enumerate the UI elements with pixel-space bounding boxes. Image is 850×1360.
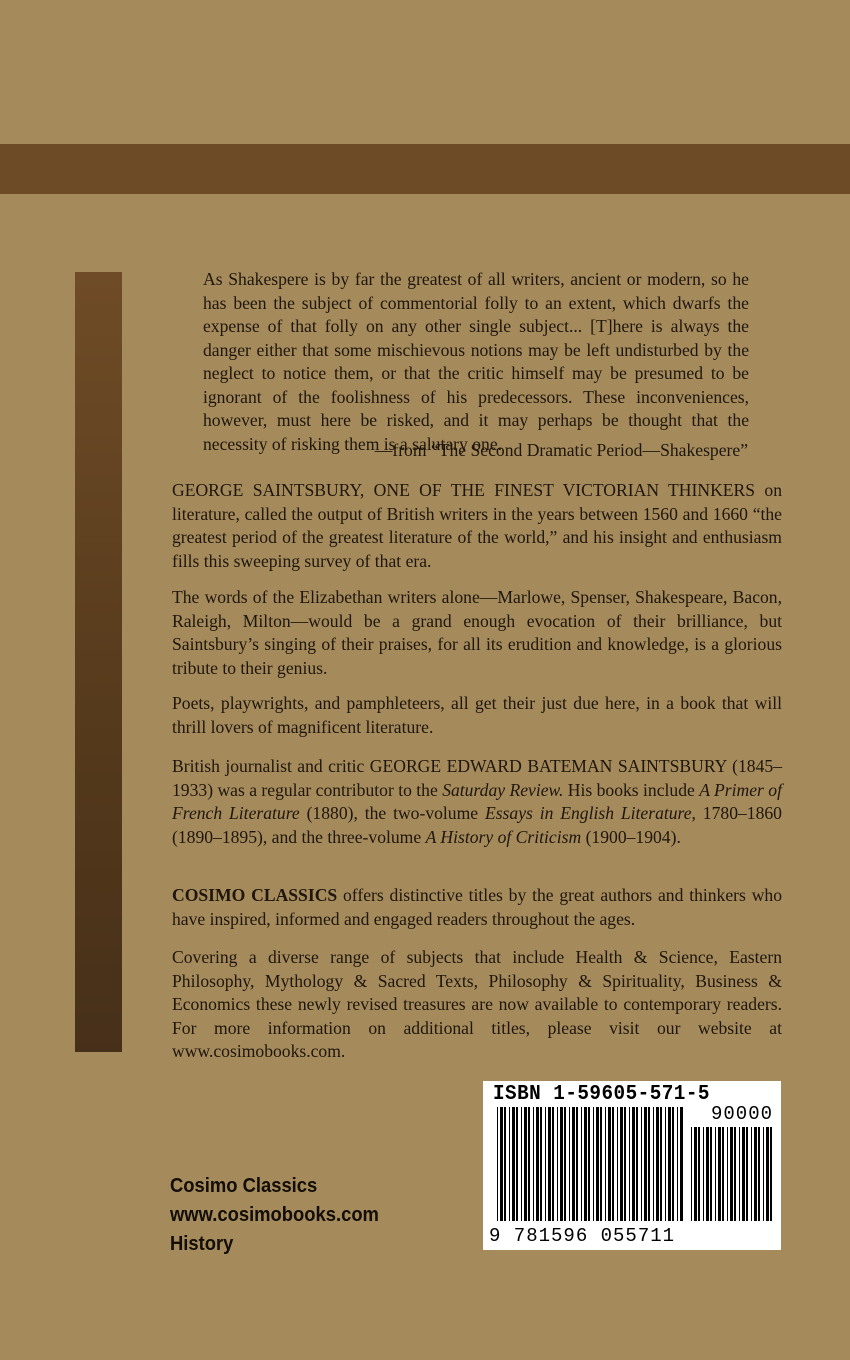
barcode-bar xyxy=(497,1107,498,1221)
bio-title-saturday-review: Saturday Review. xyxy=(442,779,564,800)
barcode-bar xyxy=(612,1107,614,1221)
publisher-name: Cosimo Classics xyxy=(170,1175,318,1197)
barcode-bar xyxy=(540,1107,542,1221)
barcode-bar xyxy=(560,1107,563,1221)
author-bio-paragraph xyxy=(172,755,782,849)
barcode-bar xyxy=(629,1107,630,1221)
barcode-bar xyxy=(718,1127,721,1221)
barcode-bar xyxy=(636,1107,638,1221)
description-paragraph-2: The words of the Elizabethan writers alone—Marlowe, Spenser, Shakespeare, Bacon, Raleigh, Milton—would be a grand enough evocation of their brilliance, but Saintsbury’s singing of their praises, for all its erudition and knowledge, is a glorious tribute to their genius. xyxy=(172,587,782,678)
barcode-bar xyxy=(680,1107,683,1221)
bio-text-d: 1780–1860 (1890–1895), and the three-volume xyxy=(172,803,782,847)
barcode-bar xyxy=(557,1107,558,1221)
barcode-bar xyxy=(584,1107,587,1221)
bio-text-a: British journalist and critic GEORGE EDWARD BATEMAN SAINTSBURY (1845–1933) was a regular contributor to the xyxy=(172,756,782,800)
barcode-bar xyxy=(730,1127,733,1221)
isbn-barcode xyxy=(483,1081,781,1250)
barcode-bar xyxy=(572,1107,575,1221)
barcode-bar xyxy=(552,1107,554,1221)
barcode-bar xyxy=(620,1107,623,1221)
barcode-bar xyxy=(641,1107,642,1221)
ean-digits: 9 781596 055711 xyxy=(489,1225,676,1247)
barcode-bar xyxy=(536,1107,539,1221)
barcode-bar xyxy=(512,1107,515,1221)
description-paragraph-1 xyxy=(172,479,782,573)
lead-in-caps: GEORGE SAINTSBURY, ONE OF THE FINEST VICTORIAN THINKERS xyxy=(172,480,756,500)
barcode-bar xyxy=(516,1107,518,1221)
barcode-bar xyxy=(727,1127,728,1221)
barcode-bar xyxy=(751,1127,752,1221)
isbn-label: ISBN 1-59605-571-5 xyxy=(493,1083,710,1106)
barcode-bar xyxy=(698,1127,700,1221)
quote-attribution: —from “The Second Dramatic Period—Shakespere” xyxy=(374,440,748,460)
barcode-bar xyxy=(581,1107,582,1221)
barcode-bar xyxy=(608,1107,611,1221)
barcode-bar xyxy=(691,1127,692,1221)
barcode-bar xyxy=(648,1107,650,1221)
publisher-website: www.cosimobooks.com xyxy=(170,1204,379,1226)
barcode-bar xyxy=(509,1107,510,1221)
barcode-bar xyxy=(703,1127,704,1221)
barcode-bar xyxy=(632,1107,635,1221)
barcode-bar xyxy=(545,1107,546,1221)
barcode-bar xyxy=(656,1107,659,1221)
barcode-bar xyxy=(504,1107,506,1221)
barcode-bar xyxy=(593,1107,594,1221)
bio-title-essays: Essays in English Literature, xyxy=(484,803,696,823)
epigraph-quote: As Shakespere is by far the greatest of all writers, ancient or modern, so he has been the subject of commentorial folly to an extent, which dwarfs the expense of that folly on any other single subject... [T]here is always the danger either that some mischievous notions may be left undisturbed by the neglect to notice them, or that the critic himself may be presumed to be ignorant of the foolishness of his predecessors. These inconveniences, however, must here be risked, and it may perhaps be thought that the necessity of risking them is a salutary one. xyxy=(203,269,749,454)
barcode-bar xyxy=(600,1107,602,1221)
barcode-bar xyxy=(500,1107,503,1221)
barcode-bar xyxy=(653,1107,654,1221)
barcode-bar xyxy=(766,1127,769,1221)
barcode-bar xyxy=(521,1107,522,1221)
barcode-bar xyxy=(754,1127,757,1221)
barcode-bar xyxy=(644,1107,647,1221)
barcode-bar xyxy=(624,1107,626,1221)
barcode-bar xyxy=(734,1127,736,1221)
barcode-bar xyxy=(758,1127,760,1221)
barcode-bar xyxy=(668,1107,671,1221)
barcode-bar xyxy=(763,1127,764,1221)
barcode-bar xyxy=(710,1127,712,1221)
cosimo-classics-label: COSIMO CLASSICS xyxy=(172,885,338,905)
barcode-bar xyxy=(665,1107,666,1221)
barcode-bar xyxy=(694,1127,697,1221)
bio-text-b: His books include xyxy=(563,779,700,800)
barcode-bar xyxy=(548,1107,551,1221)
barcode-bar xyxy=(576,1107,578,1221)
barcode-bar xyxy=(677,1107,678,1221)
barcode-bar xyxy=(533,1107,534,1221)
ean-barcode-bars xyxy=(497,1107,687,1221)
addon-barcode-bars xyxy=(691,1127,775,1221)
bio-text-e: (1900–1904). xyxy=(581,826,681,847)
barcode-bar xyxy=(528,1107,530,1221)
barcode-bar xyxy=(660,1107,662,1221)
barcode-bar xyxy=(746,1127,748,1221)
barcode-bar xyxy=(569,1107,570,1221)
subjects-paragraph: Covering a diverse range of subjects that include Health & Science, Eastern Philosophy, Mythology & Sacred Texts, Philosophy & Spirituality, Business & Economics these newly revised treasures are now available to contemporary readers. For more information on additional titles, please visit our website at www.cosimobooks.com. xyxy=(172,947,782,1061)
description-paragraph-3: Poets, playwrights, and pamphleteers, all get their just due here, in a book that will thrill lovers of magnificent literature. xyxy=(172,693,782,737)
top-decorative-band xyxy=(0,144,850,194)
cosimo-classics-paragraph xyxy=(172,884,782,931)
barcode-bar xyxy=(739,1127,740,1221)
bio-title-history-criticism: A History of Criticism xyxy=(425,826,582,847)
barcode-bar xyxy=(564,1107,566,1221)
barcode-bar xyxy=(588,1107,590,1221)
barcode-bar xyxy=(742,1127,745,1221)
footer-info xyxy=(170,1172,379,1259)
barcode-bar xyxy=(617,1107,618,1221)
barcode-bar xyxy=(770,1127,772,1221)
barcode-bar xyxy=(722,1127,724,1221)
barcode-bar xyxy=(672,1107,674,1221)
barcode-bar xyxy=(596,1107,599,1221)
barcode-bar xyxy=(706,1127,709,1221)
cosimo-classics-text: offers distinctive titles by the great authors and thinkers who have inspired, informed and engaged readers throughout the ages. xyxy=(172,885,782,929)
price-code: 90000 xyxy=(710,1103,773,1125)
bio-title-primer: A Primer of French Literature xyxy=(172,779,782,823)
barcode-bar xyxy=(605,1107,606,1221)
side-decorative-bar xyxy=(75,272,122,1052)
barcode-bar xyxy=(524,1107,527,1221)
bio-text-c: (1880), the two-volume xyxy=(299,803,485,823)
book-category: History xyxy=(170,1233,234,1255)
paragraph-1-text: on literature, called the output of British writers in the years between 1560 and 1660 “the greatest period of the greatest literature of the world,” and his insight and enthusiasm fills this sweeping survey of that era. xyxy=(172,480,782,571)
barcode-bar xyxy=(715,1127,716,1221)
